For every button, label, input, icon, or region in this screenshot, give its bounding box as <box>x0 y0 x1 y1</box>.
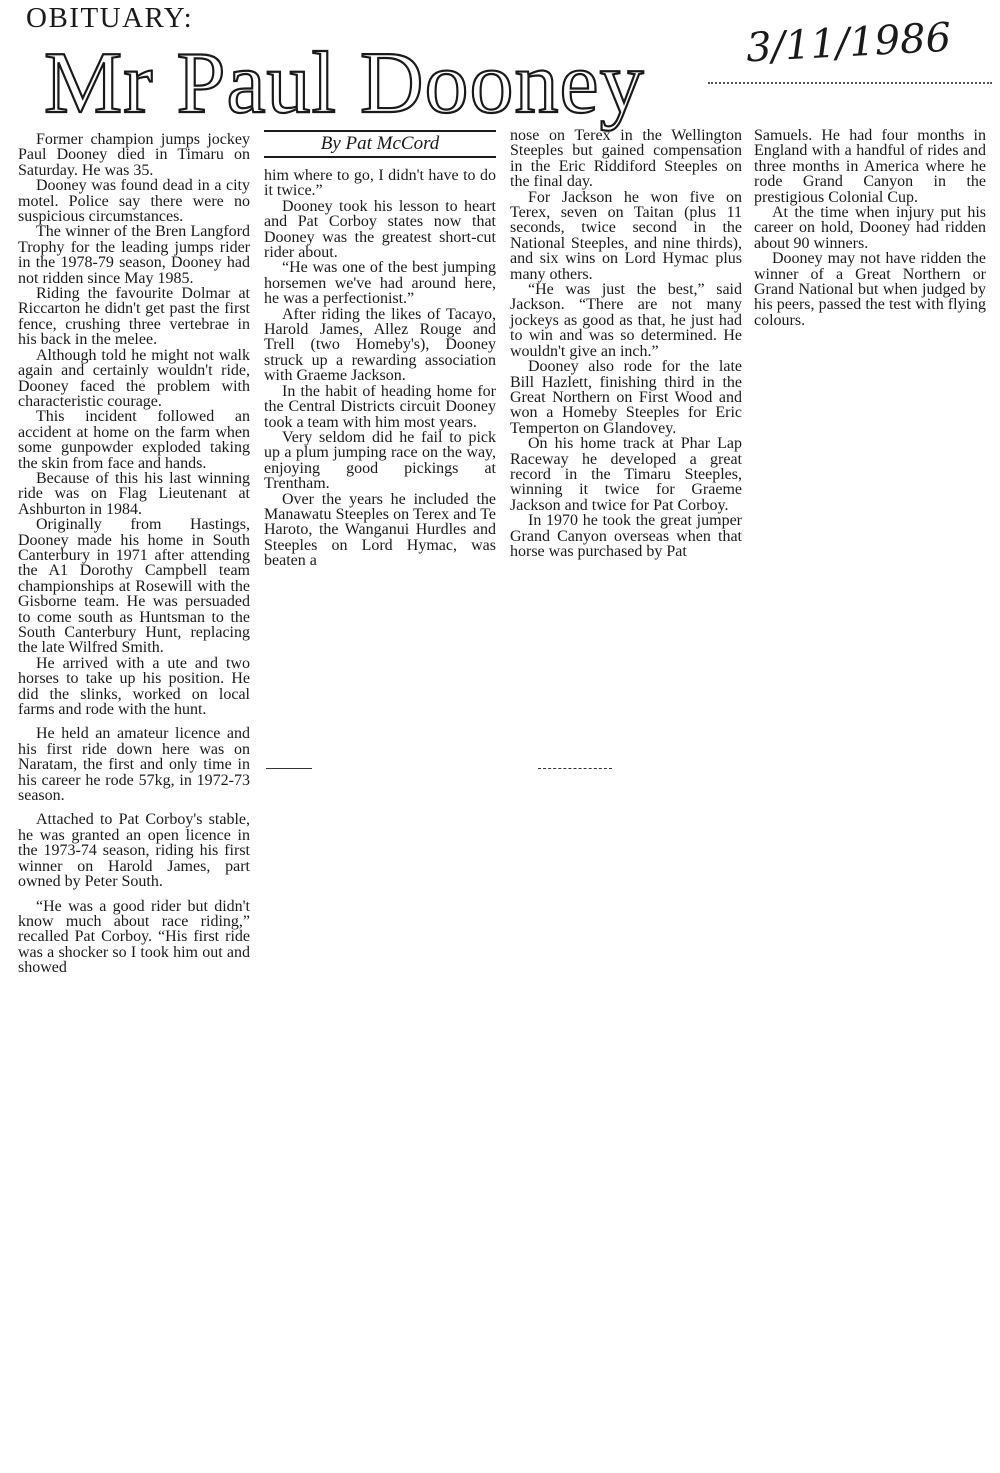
article-paragraph: Samuels. He had four months in England with a handful of rides and three months in America where he rode Grand Canyon in the prestigious Colonial Cup. <box>754 127 986 206</box>
column-2 <box>264 168 496 569</box>
byline: By Pat McCord <box>264 130 496 158</box>
column-4 <box>754 128 986 328</box>
article-paragraph: For Jackson he won five on Terex, seven on Taitan (plus 11 seconds, twice second in the National Steeples, and nine thirds), and six wins on Lord Hymac plus many others. <box>510 188 742 283</box>
article-paragraph: In 1970 he took the great jumper Grand Canyon overseas when that horse was purchased by Pat <box>510 512 742 560</box>
article-paragraph: Dooney also rode for the late Bill Hazlett, finishing third in the Great Northern on First Wood and won a Homeby Steeples for Eric Temperton on Glandovey. <box>510 358 742 437</box>
article-paragraph: Although told he might not walk again and certainly wouldn't ride, Dooney faced the problem with characteristic courage. <box>18 346 250 410</box>
article-paragraph: Attached to Pat Corboy's stable, he was granted an open licence in the 1973-74 season, riding his first winner on Harold James, part owned by Peter South. <box>18 811 250 891</box>
column-3 <box>510 128 742 559</box>
article-paragraph: Riding the favourite Dolmar at Riccarton he didn't get past the first fence, crushing three vertebrae in his back in the melee. <box>18 285 250 349</box>
article-paragraph: “He was a good rider but didn't know much about race riding,” recalled Pat Corboy. “His first ride was a shocker so I took him out and showed <box>18 897 250 977</box>
obituary-kicker: OBITUARY: <box>26 2 194 34</box>
article-paragraph: This incident followed an accident at home on the farm when some gunpowder exploded taking the skin from face and hands. <box>18 408 250 472</box>
article-paragraph: He held an amateur licence and his first ride down here was on Naratam, the first and only time in his career he rode 57kg, in 1972-73 season. <box>18 725 250 805</box>
article-paragraph: “He was one of the best jumping horsemen we've had around here, he was a perfectionist.” <box>264 259 496 308</box>
article-paragraph: After riding the likes of Tacayo, Harold James, Allez Rouge and Trell (two Homeby's), Dooney struck up a rewarding association with Graeme Jackson. <box>264 305 496 385</box>
article-paragraph: He arrived with a ute and two horses to take up his position. He did the slinks, worked on local farms and rode with the hunt. <box>18 654 250 719</box>
article-paragraph: Originally from Hastings, Dooney made his home in South Canterbury in 1971 after attending the A1 Dorothy Campbell team championships at Rosewill with the Gisborne team. He was persuaded to come south as Huntsman to the South Canterbury Hunt, replacing the late Wilfred Smith. <box>18 516 250 657</box>
article-paragraph: Over the years he included the Manawatu Steeples on Terex and Te Haroto, the Wanganui Hurdles and Steeples on Lord Hymac, was beaten a <box>264 490 496 570</box>
column-end-rule <box>538 768 612 769</box>
article-paragraph: “He was just the best,” said Jackson. “There are not many jockeys as good as that, he just had to win and was so determined. He wouldn't give an inch.” <box>510 281 742 360</box>
article-paragraph: Very seldom did he fail to pick up a plum jumping race on the way, enjoying good pickings at Trentham. <box>264 428 496 493</box>
article-paragraph: In the habit of heading home for the Central Districts circuit Dooney took a team with him most years. <box>264 382 496 431</box>
article-paragraph: At the time when injury put his career on hold, Dooney had ridden about 90 winners. <box>754 204 986 252</box>
headline: Mr Paul Dooney <box>44 35 645 132</box>
article-paragraph: On his home track at Phar Lap Raceway he developed a great record in the Timaru Steeples, winning it twice for Graeme Jackson and twice for Pat Corboy. <box>510 435 742 514</box>
article-paragraph: Dooney may not have ridden the winner of a Great Northern or Grand National but when judged by his peers, passed the test with flying colours. <box>754 250 986 329</box>
article-paragraph: Because of this his last winning ride was on Flag Lieutenant at Ashburton in 1984. <box>18 469 250 518</box>
handwritten-date: 3/11/1986 <box>744 14 953 72</box>
article-paragraph: Dooney took his lesson to heart and Pat Corboy states now that Dooney was the greatest short-cut rider about. <box>264 197 496 262</box>
article-paragraph: him where to go, I didn't have to do it twice.” <box>264 167 496 200</box>
article-paragraph: Former champion jumps jockey Paul Dooney died in Timaru on Saturday. He was 35. <box>18 131 250 179</box>
top-rule <box>708 82 992 84</box>
column-end-rule <box>266 768 312 769</box>
column-1 <box>18 132 250 976</box>
article-paragraph: The winner of the Bren Langford Trophy for the leading jumps rider in the 1978-79 season, Dooney had not ridden since May 1985. <box>18 223 250 287</box>
article-paragraph: nose on Terex in the Wellington Steeples but gained compensation in the Eric Riddiford Steeples on the final day. <box>510 127 742 191</box>
article-paragraph: Dooney was found dead in a city motel. Police say there were no suspicious circumstances. <box>18 177 250 226</box>
